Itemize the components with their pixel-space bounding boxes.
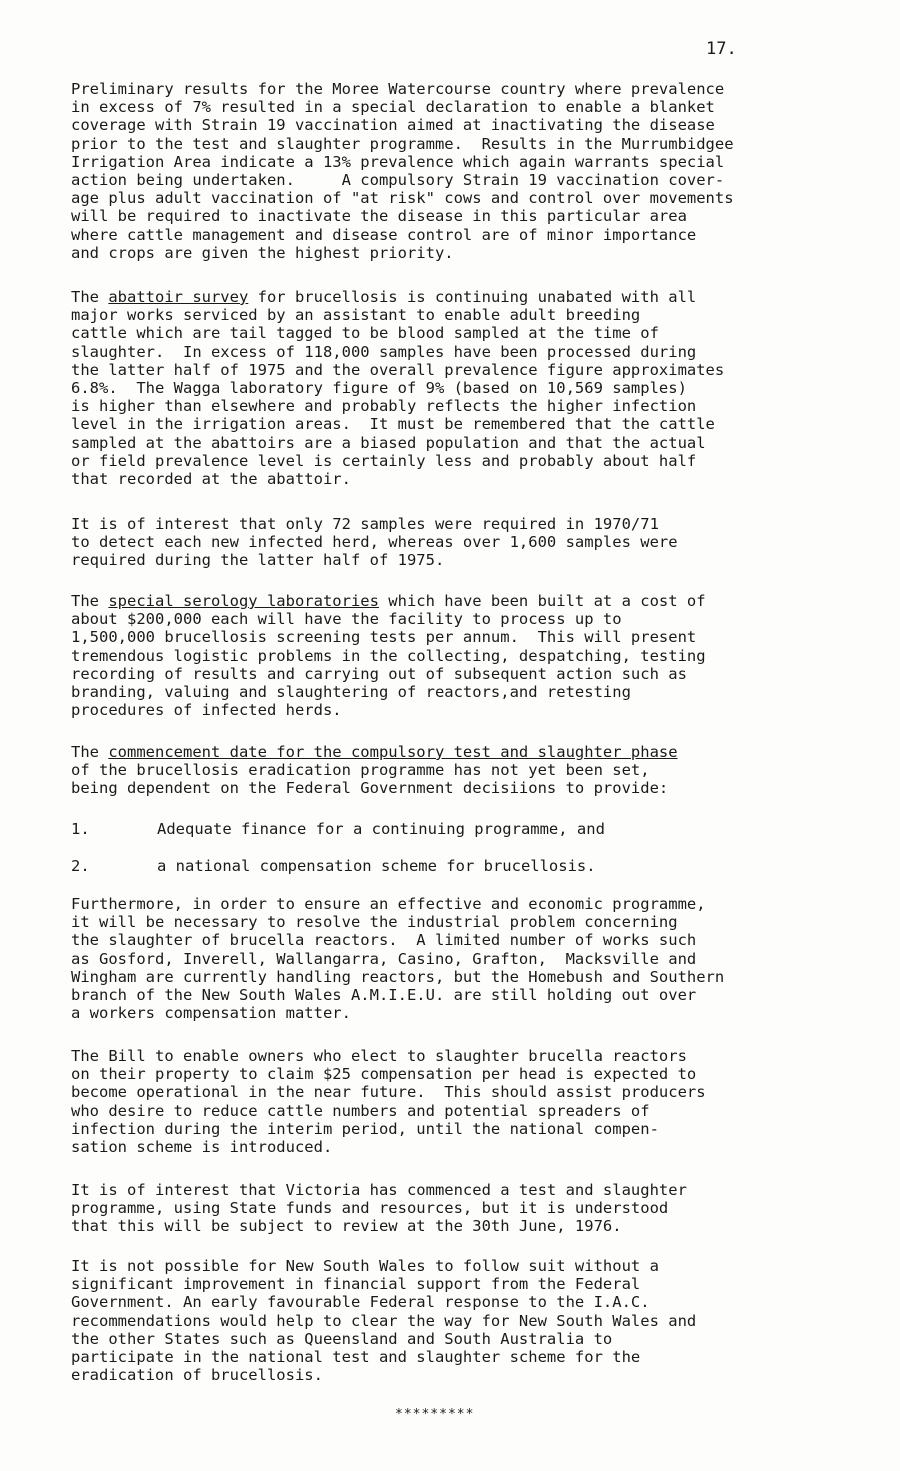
list-item: 1. Adequate finance for a continuing programme, and: [71, 820, 605, 838]
paragraph-commencement-date: The commencement date for the compulsory test and slaughter phase of the brucellosis eradication programme has not yet been set, being dependent on the Federal Government decisiions to provide:: [71, 743, 678, 798]
list-item: 2. a national compensation scheme for brucellosis.: [71, 857, 596, 875]
paragraph-serology-laboratories: The special serology laboratories which have been built at a cost of about $200,000 each will have the facility to process up to 1,500,000 brucellosis screening tests per annum. This will present tremendous logistic problems in the collecting, despatching, testing recording of results and carrying out of subsequent action such as branding, valuing and slaughtering of reactors,and retesting procedures of infected herds.: [71, 592, 706, 720]
underlined-heading: abattoir survey: [108, 288, 249, 306]
page-number: 17.: [706, 39, 737, 59]
underlined-heading: special serology laboratories: [108, 592, 379, 610]
end-marker: *********: [395, 1407, 475, 1422]
paragraph-compensation-bill: The Bill to enable owners who elect to slaughter brucella reactors on their property to claim $25 compensation per head is expected to become operational in the near future. This should assist producers who desire to reduce cattle numbers and potential spreaders of infection during the interim period, until the national compen- sation scheme is introduced.: [71, 1047, 706, 1157]
paragraph-victoria: It is of interest that Victoria has commenced a test and slaughter programme, using State funds and resources, but it is understood that this will be subject to review at the 30th June, 1976.: [71, 1181, 687, 1236]
paragraph-nsw-federal: It is not possible for New South Wales to follow suit without a significant improvement in financial support from the Federal Government. An early favourable Federal response to the I.A.C. recommendations would help to clear the way for New South Wales and the other States such as Queensland and South Australia to participate in the national test and slaughter scheme for the eradication of brucellosis.: [71, 1257, 697, 1385]
paragraph-moree: Preliminary results for the Moree Watercourse country where prevalence in excess of 7% resulted in a special declaration to enable a blanket coverage with Strain 19 vaccination aimed at inactivating the disease prior to the test and slaughter programme. Results in the Murrumbidgee Irrigation Area indicate a 13% prevalence which again warrants special action being undertaken. A compulsory Strain 19 vaccination cover- age plus adult vaccination of "at risk" cows and control over movements will be required to inactivate the disease in this particular area where cattle management and disease control are of minor importance and crops are given the highest priority.: [71, 80, 734, 262]
underlined-heading: commencement date for the compulsory test and slaughter phase: [108, 743, 678, 761]
paragraph-samples-interest: It is of interest that only 72 samples were required in 1970/71 to detect each new infected herd, whereas over 1,600 samples were required during the latter half of 1975.: [71, 515, 678, 570]
paragraph-industrial-problem: Furthermore, in order to ensure an effective and economic programme, it will be necessary to resolve the industrial problem concerning the slaughter of brucella reactors. A limited number of works such as Gosford, Inverell, Wallangarra, Casino, Grafton, Macksville and Wingham are currently handling reactors, but the Homebush and Southern branch of the New South Wales A.M.I.E.U. are still holding out over a workers compensation matter.: [71, 895, 725, 1023]
paragraph-abattoir-survey: The abattoir survey for brucellosis is continuing unabated with all major works serviced by an assistant to enable adult breeding cattle which are tail tagged to be blood sampled at the time of slaughter. In excess of 118,000 samples have been processed during the latter half of 1975 and the overall prevalence figure approximates 6.8%. The Wagga laboratory figure of 9% (based on 10,569 samples) is higher than elsewhere and probably reflects the higher infection level in the irrigation areas. It must be remembered that the cattle sampled at the abattoirs are a biased population and that the actual or field prevalence level is certainly less and probably about half that recorded at the abattoir.: [71, 288, 725, 489]
